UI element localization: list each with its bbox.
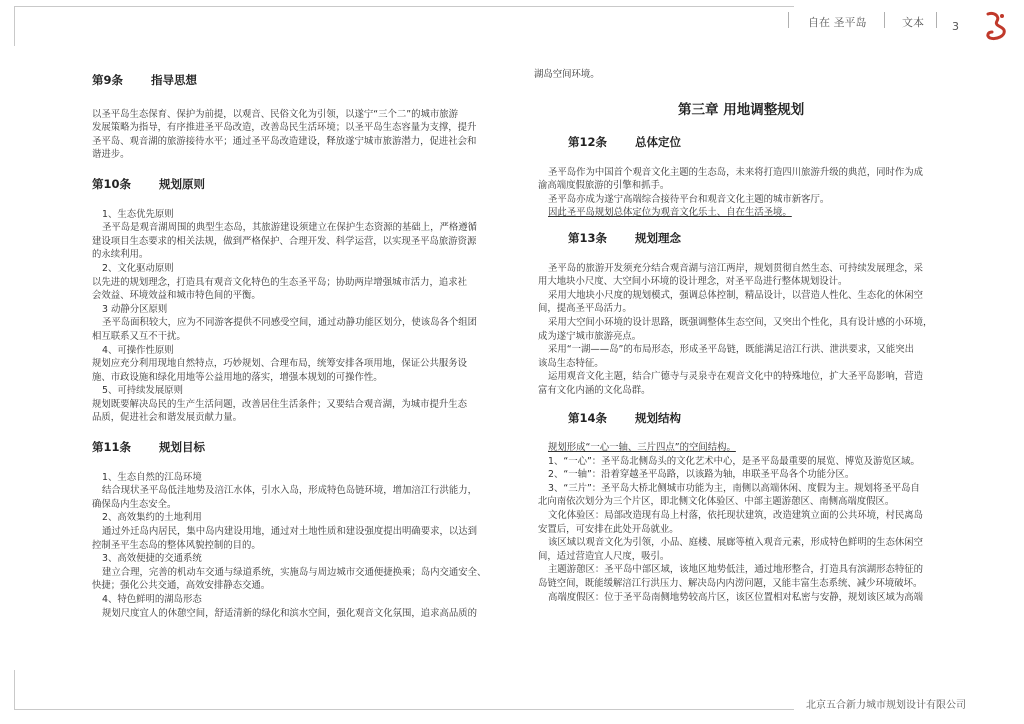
article-9-heading xyxy=(92,74,492,88)
article-14-number: 第14条 xyxy=(568,410,608,425)
header-sep-3 xyxy=(936,12,937,28)
article-12-heading xyxy=(568,136,972,150)
a11-line: 确保岛内生态安全。 xyxy=(92,498,177,510)
a14-line: 北向南依次划分为三个片区，即北侧文化体验区、中部主题游憩区、南侧高端度假区。 xyxy=(538,496,895,508)
a11-line: 快捷；强化公共交通，高效安排静态交通。 xyxy=(92,580,271,592)
article-14-heading xyxy=(568,412,972,426)
a10-line: 规划既要解决岛民的生产生活问题，改善居住生活条件；又要结合观音湖，为城市提升生态 xyxy=(92,398,468,410)
article-13-heading xyxy=(568,232,972,246)
a11-line: 1、生态自然的江岛环境 xyxy=(102,471,202,483)
a11-line: 结合现状圣平岛低洼地势及涪江水体，引水入岛，形成特色岛链环境，增加涪江行洪能力， xyxy=(102,485,478,497)
chapter-3-heading: 第三章 用地调整规划 xyxy=(678,102,805,118)
a14-line: 高端度假区：位于圣平岛南侧地势较高片区，该区位置相对私密与安静，规划该区域为高端 xyxy=(548,591,924,603)
a12-line: 渝高端度假旅游的引擎和抓手。 xyxy=(538,180,670,192)
article-9-number: 第9条 xyxy=(92,73,124,87)
header-doc: 文本 xyxy=(902,16,924,29)
article-13-number: 第13条 xyxy=(568,230,608,245)
article-12-number: 第12条 xyxy=(568,135,608,149)
a14-line: 安置后，可安排在此处开岛就业。 xyxy=(538,523,679,535)
a10-line: 的永续利用。 xyxy=(92,249,149,261)
a12-line: 圣平岛亦成为遂宁高端综合接待平台和观音文化主题的城市新客厅。 xyxy=(548,193,830,205)
a10-line: 3 动静分区原则 xyxy=(102,303,168,315)
a10-line: 1、生态优先原则 xyxy=(102,208,174,220)
continued-line: 湖岛空间环境。 xyxy=(534,69,600,80)
a10-line: 施、市政设施和绿化用地等公益用地的落实，增强本规划的可操作性。 xyxy=(92,371,383,383)
a11-line: 规划尺度宜人的休憩空间，舒适清新的绿化和滨水空间，强化观音文化氛围，追求高品质的 xyxy=(102,607,478,619)
article-10-heading xyxy=(92,178,492,192)
article-13-title: 规划理念 xyxy=(635,230,682,245)
a14-structure-summary: 规划形成“一心一轴、三片四点”的空间结构。 xyxy=(548,442,736,454)
article-11-number: 第11条 xyxy=(92,440,132,455)
a12-line: 圣平岛作为中国首个观音文化主题的生态岛，未来将打造四川旅游升级的典范，同时作为成 xyxy=(548,166,924,178)
left-column xyxy=(92,74,492,620)
frame-left xyxy=(14,6,15,46)
a10-line: 圣平岛面积较大，应为不同游客提供不同感受空间，通过动静功能区划分，使该岛各个组团 xyxy=(102,317,478,329)
article-10-title: 规划原则 xyxy=(159,176,206,191)
article-12-title: 总体定位 xyxy=(635,135,682,149)
a14-line: 1、“一心”：圣平岛北侧岛头的文化艺术中心，是圣平岛最重要的展览、博览及游览区域。 xyxy=(548,455,920,467)
a13-line: 采用大空间小环境的设计思路，既强调整体生态空间，又突出个性化，具有设计感的小环境， xyxy=(548,316,933,328)
a11-line: 控制圣平生态岛的整体风貌控制的目的。 xyxy=(92,539,261,551)
a14-line: 3、“三片”：圣平岛大桥北侧城市功能为主，南侧以高端休闲、度假为主。规划将圣平岛自 xyxy=(548,482,920,494)
a10-line: 以先进的规划理念，打造具有观音文化特色的生态圣平岛；协助两岸增强城市活力，追求社 xyxy=(92,276,468,288)
a10-line: 品质，促进社会和谐发展贡献力量。 xyxy=(92,412,243,424)
a10-line: 会效益、环境效益和城市特色间的平衡。 xyxy=(92,290,261,302)
a13-line: 采用“一湖——岛”的布局形态，形成圣平岛链，既能满足涪江行洪、泄洪要求，又能突出 xyxy=(548,344,914,356)
header-sep-1 xyxy=(788,12,789,28)
a14-line xyxy=(538,441,972,455)
article-9-title: 指导思想 xyxy=(151,73,198,87)
a10-line: 5、可持续发展原则 xyxy=(102,385,183,397)
a13-line: 采用大地块小尺度的规划模式，强调总体控制，精品设计，以营造人性化、生态化的休闲空 xyxy=(548,289,924,301)
a14-line: 主题游憩区：圣平岛中部区域，该地区地势低洼，通过地形整合，打造具有滨湖形态特征的 xyxy=(548,564,924,576)
a11-line: 2、高效集约的土地利用 xyxy=(102,512,202,524)
a9-line: 圣平岛、观音湖的旅游接待水平；通过圣平岛改造建设，释放遂宁城市旅游潜力，促进社会和 xyxy=(92,135,477,147)
article-11-title: 规划目标 xyxy=(159,440,206,455)
a13-line: 间，提高圣平岛活力。 xyxy=(538,303,632,315)
a13-line: 用大地块小尺度、大空间小环境的设计理念，对圣平岛进行整体规划设计。 xyxy=(538,276,848,288)
a10-line: 相互联系又互不干扰。 xyxy=(92,330,186,342)
a9-line: 发展策略为指导，有序推进圣平岛改造，改善岛民生活环境；以圣平岛生态容量为支撑，提升 xyxy=(92,122,477,134)
a9-line: 谐进步。 xyxy=(92,149,130,161)
a13-line: 圣平岛的旅游开发须充分结合观音湖与涪江两岸，规划贯彻自然生态、可持续发展理念，采 xyxy=(548,262,924,274)
page-number: 3 xyxy=(952,20,959,33)
a13-line: 运用观音文化主题，结合广德寺与灵泉寺在观音文化中的特殊地位，扩大圣平岛影响，营造 xyxy=(548,371,924,383)
a11-line: 通过外迁岛内居民，集中岛内建设用地，通过对土地性质和建设强度提出明确要求，以达到 xyxy=(102,526,478,538)
frame-top xyxy=(14,6,794,7)
frame-bottom xyxy=(14,709,794,710)
a13-line: 该岛生态特征。 xyxy=(538,357,604,369)
right-column xyxy=(534,68,974,82)
a14-line: 文化体验区：局部改造现有岛上村落，依托现状建筑，改造建筑立面的公共环境，村民离岛 xyxy=(548,510,924,522)
footer-company: 北京五合新力城市规划设计有限公司 xyxy=(806,700,966,711)
article-14-title: 规划结构 xyxy=(635,410,682,425)
header-tag: 自在 圣平岛 xyxy=(808,16,867,29)
article-10-number: 第10条 xyxy=(92,176,132,191)
brand-seal-icon xyxy=(982,10,1010,44)
a12-positioning: 因此圣平岛规划总体定位为观音文化乐土、自在生活圣境。 xyxy=(548,207,792,219)
a14-line: 间，适过营造宜人尺度，吸引。 xyxy=(538,550,670,562)
a10-line: 建设项目生态要求的相关法规，做到严格保护、合理开发、科学运营，以实现圣平岛旅游资源 xyxy=(92,235,477,247)
header-sep-2 xyxy=(884,12,885,28)
a13-line: 成为遂宁城市旅游亮点。 xyxy=(538,330,642,342)
a13-line: 富有文化内涵的文化岛群。 xyxy=(538,384,651,396)
a11-line: 3、高效便捷的交通系统 xyxy=(102,553,202,565)
frame-left-bottom xyxy=(14,670,15,710)
a14-line: 岛链空间，既能缓解涪江行洪压力、解决岛内内涝问题，又能丰富生态系统、减少环境破坏。 xyxy=(538,578,923,590)
a11-line: 4、特色鲜明的湖岛形态 xyxy=(102,594,202,605)
a10-line: 4、可操作性原则 xyxy=(102,344,174,356)
a14-line: 2、“一轴”：沿着穿越圣平岛路，以该路为轴，串联圣平岛各个功能分区。 xyxy=(548,469,855,481)
a9-line: 以圣平岛生态保育、保护为前提，以观音、民俗文化为引领，以遂宁“三个二”的城市旅游 xyxy=(92,108,458,120)
a14-line: 该区域以观音文化为引领，小品、庭楼、展廊等植入观音元素，形成特色鲜明的生态休闲空 xyxy=(548,537,924,549)
right-column-body xyxy=(538,135,972,604)
a10-line: 规划应充分利用现地自然特点，巧妙规划、合理布局，统筹安排各项用地，保证公共服务设 xyxy=(92,358,468,370)
a10-line: 圣平岛是观音湖周围的典型生态岛，其旅游建设须建立在保护生态资源的基础上，严格遵循 xyxy=(102,222,478,234)
article-11-heading xyxy=(92,441,492,455)
a10-line: 2、文化驱动原则 xyxy=(102,262,174,274)
a11-line: 建立合理，完善的机动车交通与绿道系统，实施岛与周边城市交通便捷换乘；岛内交通安全、 xyxy=(102,566,487,578)
a12-line xyxy=(538,206,972,220)
